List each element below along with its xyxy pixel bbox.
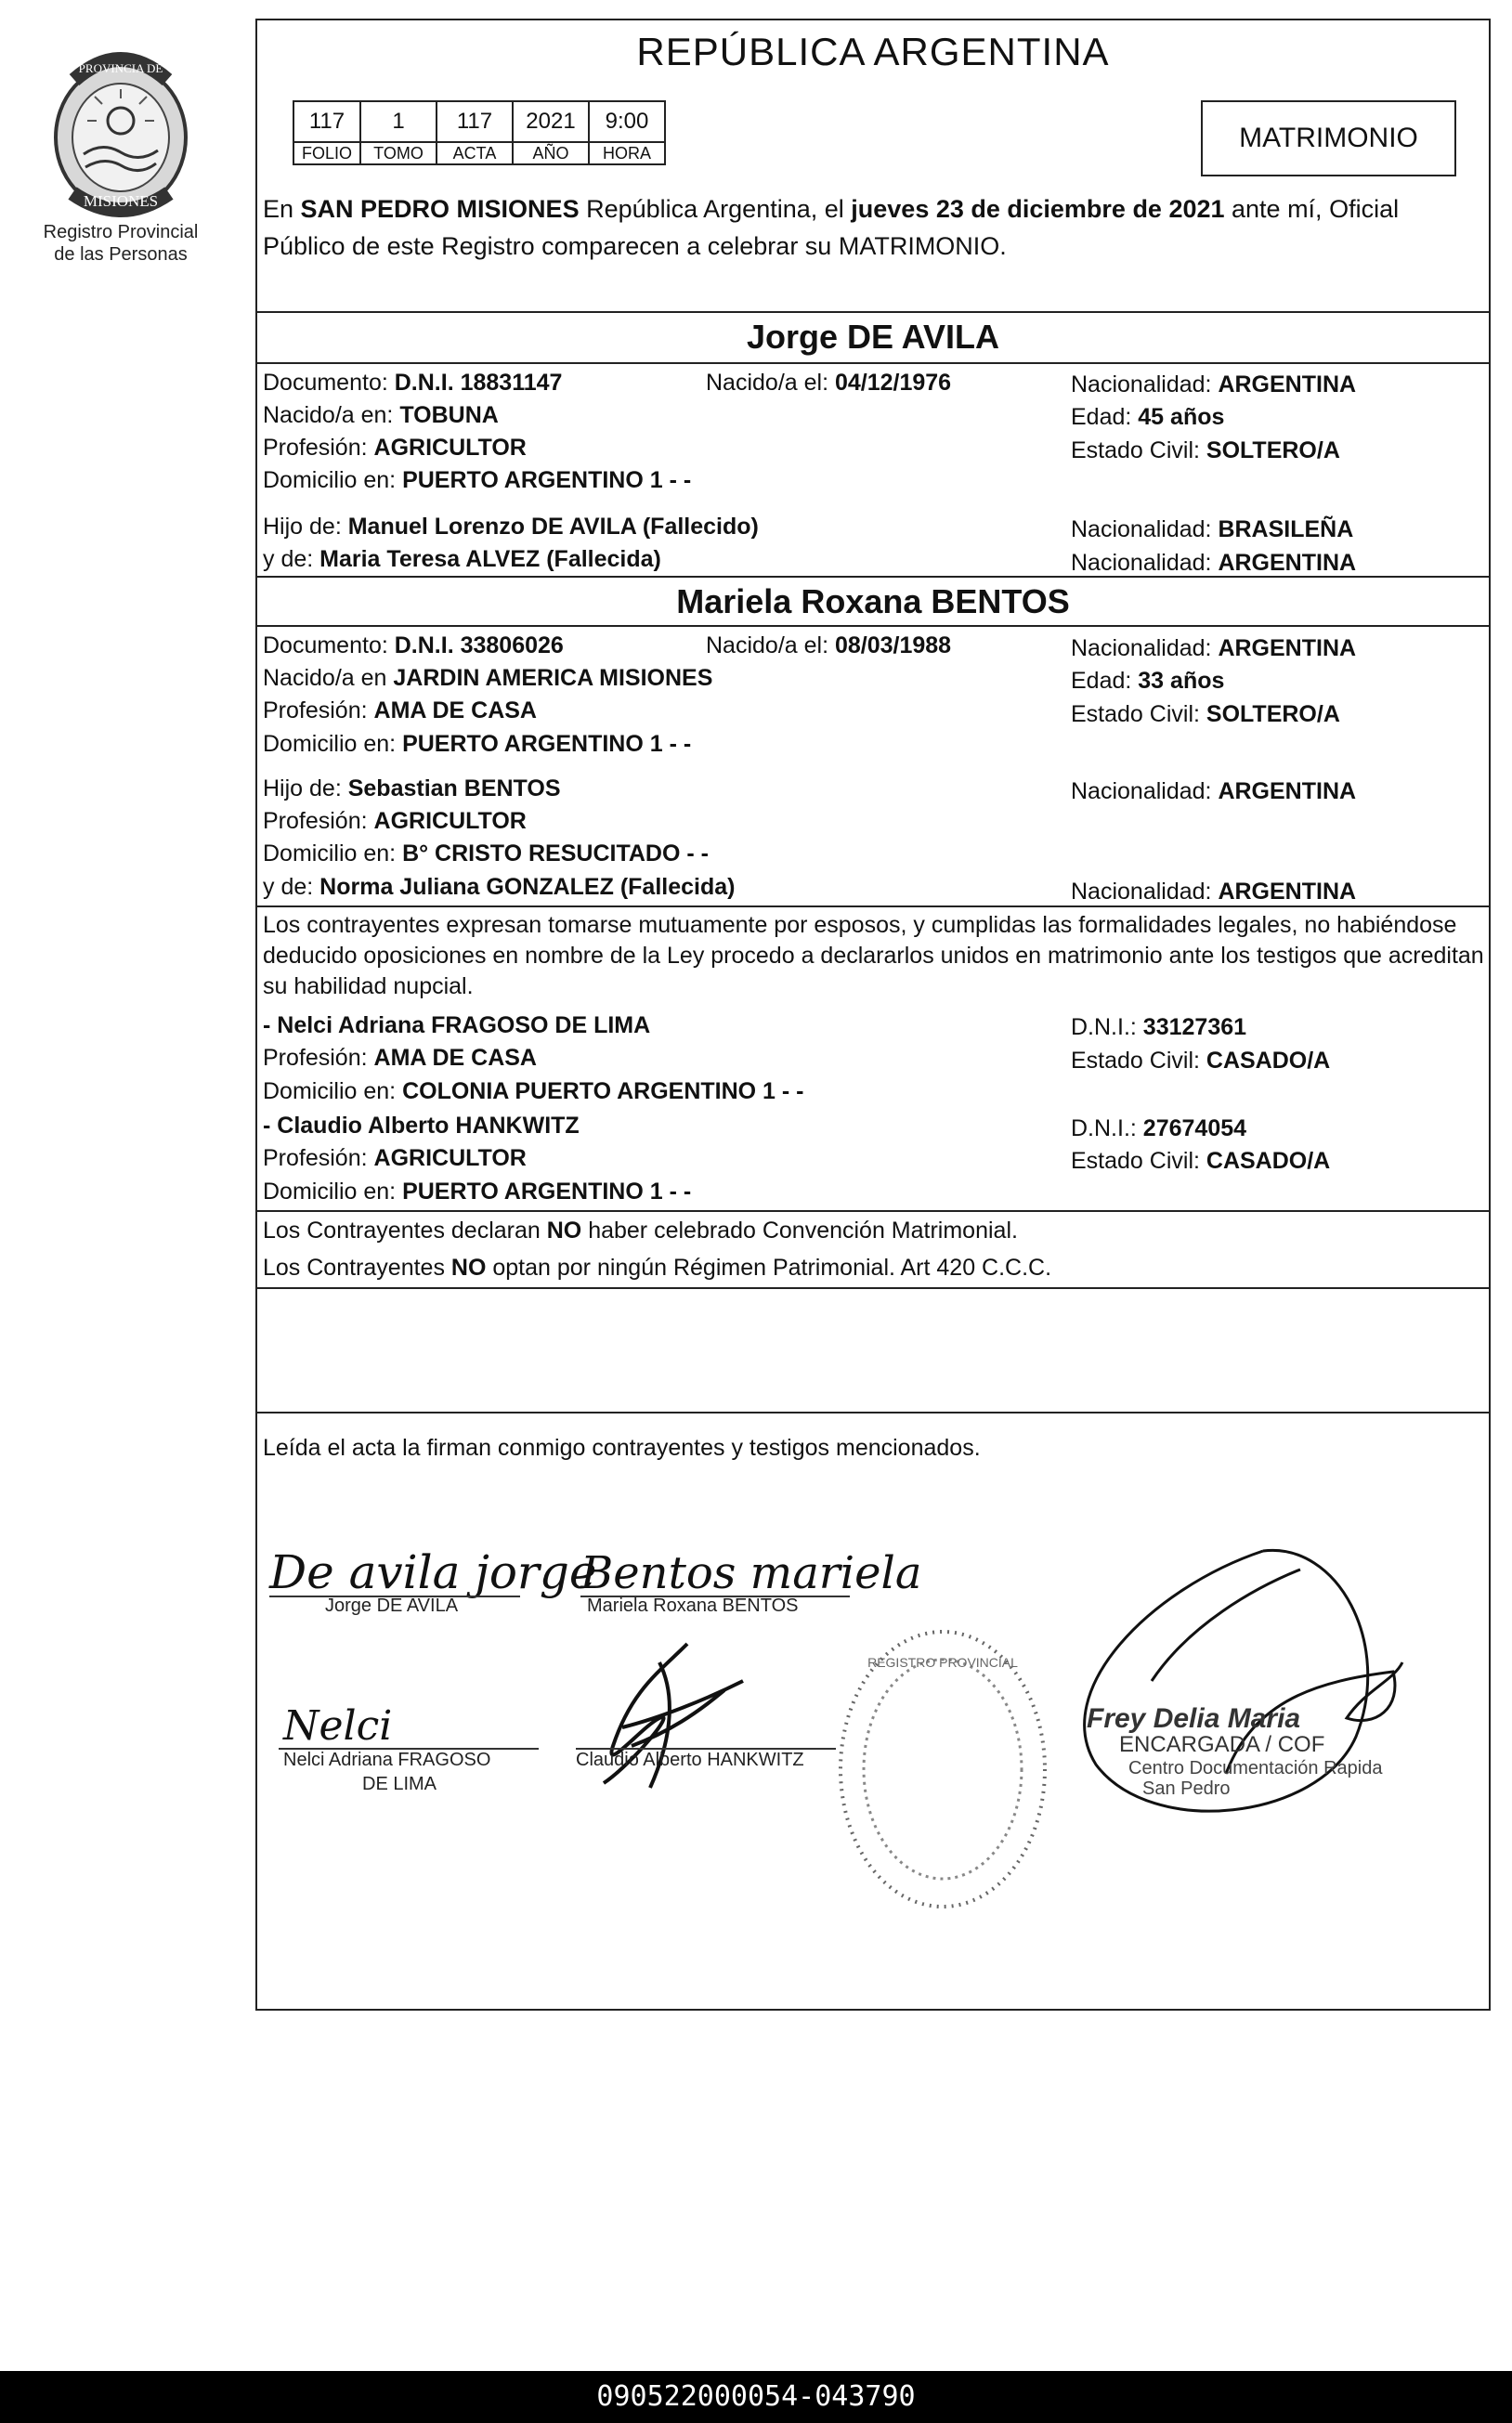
- spouse2-mother: y de: Norma Juliana GONZALEZ (Fallecida): [263, 874, 736, 900]
- divider: [255, 1412, 1491, 1413]
- svg-text:Bentos mariela: Bentos mariela: [580, 1547, 922, 1599]
- declaration-paragraph: Los contrayentes expresan tomarse mutuamente por esposos, y cumplidas las formalidades legales, no habiéndose deducido oposiciones en nombre de la Ley procedo a declararlos unidos en matrimonio ante los testigos que acreditan su habilidad nupcial.: [263, 912, 1484, 999]
- divider: [255, 311, 1491, 313]
- document-type: MATRIMONIO: [1201, 100, 1456, 176]
- svg-text:Nelci: Nelci: [283, 1702, 393, 1750]
- divider: [255, 362, 1491, 364]
- svg-text:Frey Delia Maria: Frey Delia Maria: [1087, 1703, 1301, 1734]
- divider: [255, 625, 1491, 627]
- hora-value: 9:00: [589, 101, 665, 142]
- spouse2-mother-nationality: Nacionalidad: ARGENTINA: [1071, 879, 1357, 905]
- spouse1-profession: Profesión: AGRICULTOR: [263, 435, 527, 461]
- witness1-profession: Profesión: AMA DE CASA: [263, 1045, 537, 1071]
- spouse2-name: Mariela Roxana BENTOS: [676, 582, 1070, 620]
- country-title: REPÚBLICA ARGENTINA: [636, 30, 1110, 73]
- svg-text:MISIONES: MISIONES: [83, 192, 159, 210]
- regime-statement: Los Contrayentes NO optan por ningún Régimen Patrimonial. Art 420 C.C.C.: [263, 1255, 1052, 1281]
- spouse2-nationality: Nacionalidad: ARGENTINA: [1071, 635, 1357, 661]
- witness1-name: - Nelci Adriana FRAGOSO DE LIMA: [263, 1012, 651, 1038]
- signature-caption-nelci-2: DE LIMA: [362, 1774, 437, 1794]
- signature-caption-mariela: Mariela Roxana BENTOS: [587, 1596, 799, 1616]
- intro-paragraph: En SAN PEDRO MISIONES República Argentina, el jueves 23 de diciembre de 2021 ante mí, Oficial Público de este Registro comparecen a celebrar su MATRIMONIO.: [263, 195, 1400, 260]
- spouse1-birthplace: Nacido/a en: TOBUNA: [263, 402, 499, 428]
- hora-label: HORA: [589, 142, 665, 164]
- spouse1-document: Documento: D.N.I. 18831147: [263, 370, 563, 396]
- spouse2-father-address: Domicilio en: B° CRISTO RESUCITADO - -: [263, 840, 709, 866]
- spouse2-profession: Profesión: AMA DE CASA: [263, 697, 537, 723]
- spouse1-birthdate: Nacido/a el: 04/12/1976: [706, 370, 952, 396]
- svg-text:De avila jorge: De avila jorge: [269, 1545, 597, 1599]
- signature-caption-nelci: Nelci Adriana FRAGOSO: [283, 1750, 491, 1770]
- tomo-value: 1: [360, 101, 437, 142]
- anio-value: 2021: [513, 101, 589, 142]
- svg-text:REGISTRO PROVINCIAL: REGISTRO PROVINCIAL: [867, 1655, 1018, 1670]
- acta-label: ACTA: [437, 142, 513, 164]
- spouse1-address: Domicilio en: PUERTO ARGENTINO 1 - -: [263, 467, 692, 493]
- spouse1-mother: y de: Maria Teresa ALVEZ (Fallecida): [263, 546, 661, 572]
- convention-statement: Los Contrayentes declaran NO haber celebrado Convención Matrimonial.: [263, 1218, 1018, 1244]
- acta-value: 117: [437, 101, 513, 142]
- document-id-strip: 090522000054-043790: [0, 2371, 1512, 2423]
- registry-table: [293, 100, 666, 165]
- spouse2-address: Domicilio en: PUERTO ARGENTINO 1 - -: [263, 731, 692, 757]
- signature-caption-jorge: Jorge DE AVILA: [325, 1596, 459, 1616]
- spouse2-birthdate: Nacido/a el: 08/03/1988: [706, 632, 952, 658]
- spouse1-nationality: Nacionalidad: ARGENTINA: [1071, 371, 1357, 397]
- svg-text:PROVINCIA DE: PROVINCIA DE: [78, 61, 163, 75]
- spouse1-father-nationality: Nacionalidad: BRASILEÑA: [1071, 516, 1354, 542]
- spouse2-father-profession: Profesión: AGRICULTOR: [263, 808, 527, 834]
- tomo-label: TOMO: [360, 142, 437, 164]
- spouse2-document: Documento: D.N.I. 33806026: [263, 632, 564, 658]
- spouse1-father: Hijo de: Manuel Lorenzo DE AVILA (Fallecido): [263, 514, 759, 540]
- spouse2-civil-status: Estado Civil: SOLTERO/A: [1071, 701, 1340, 727]
- divider: [255, 1210, 1491, 1212]
- witness2-dni: D.N.I.: 27674054: [1071, 1115, 1247, 1141]
- spouse1-name: Jorge DE AVILA: [746, 318, 1000, 356]
- province-seal-icon: [37, 45, 204, 221]
- registry-seal-icon: [831, 1621, 1059, 1918]
- witness1-civil-status: Estado Civil: CASADO/A: [1071, 1048, 1331, 1074]
- spouse2-father-nationality: Nacionalidad: ARGENTINA: [1071, 778, 1357, 804]
- closing-statement: Leída el acta la firman conmigo contrayentes y testigos mencionados.: [263, 1435, 981, 1461]
- divider: [255, 1287, 1491, 1289]
- signature-caption-claudio: Claudio Alberto HANKWITZ: [576, 1750, 804, 1770]
- witness2-address: Domicilio en: PUERTO ARGENTINO 1 - -: [263, 1179, 692, 1205]
- folio-value: 117: [293, 101, 360, 142]
- witness2-civil-status: Estado Civil: CASADO/A: [1071, 1148, 1331, 1174]
- divider: [255, 905, 1491, 907]
- witness2-name: - Claudio Alberto HANKWITZ: [263, 1113, 580, 1139]
- witness1-dni: D.N.I.: 33127361: [1071, 1014, 1247, 1040]
- witness2-profession: Profesión: AGRICULTOR: [263, 1145, 527, 1171]
- svg-text:San Pedro: San Pedro: [1142, 1778, 1231, 1799]
- svg-text:ENCARGADA / COF: ENCARGADA / COF: [1119, 1732, 1325, 1757]
- svg-text:Centro Documentación Rapida: Centro Documentación Rapida: [1128, 1758, 1383, 1778]
- spouse2-birthplace: Nacido/a en JARDIN AMERICA MISIONES: [263, 665, 713, 691]
- spouse2-father: Hijo de: Sebastian BENTOS: [263, 775, 561, 801]
- signature-nelci: [279, 1695, 427, 1751]
- spouse1-mother-nationality: Nacionalidad: ARGENTINA: [1071, 550, 1357, 576]
- official-signature: [1040, 1532, 1412, 1848]
- spouse1-civil-status: Estado Civil: SOLTERO/A: [1071, 437, 1340, 463]
- folio-label: FOLIO: [293, 142, 360, 164]
- anio-label: AÑO: [513, 142, 589, 164]
- spouse1-age: Edad: 45 años: [1071, 404, 1225, 430]
- logo-caption: Registro Provincial de las Personas: [43, 222, 199, 265]
- spouse2-age: Edad: 33 años: [1071, 668, 1225, 694]
- witness1-address: Domicilio en: COLONIA PUERTO ARGENTINO 1 - -: [263, 1078, 804, 1104]
